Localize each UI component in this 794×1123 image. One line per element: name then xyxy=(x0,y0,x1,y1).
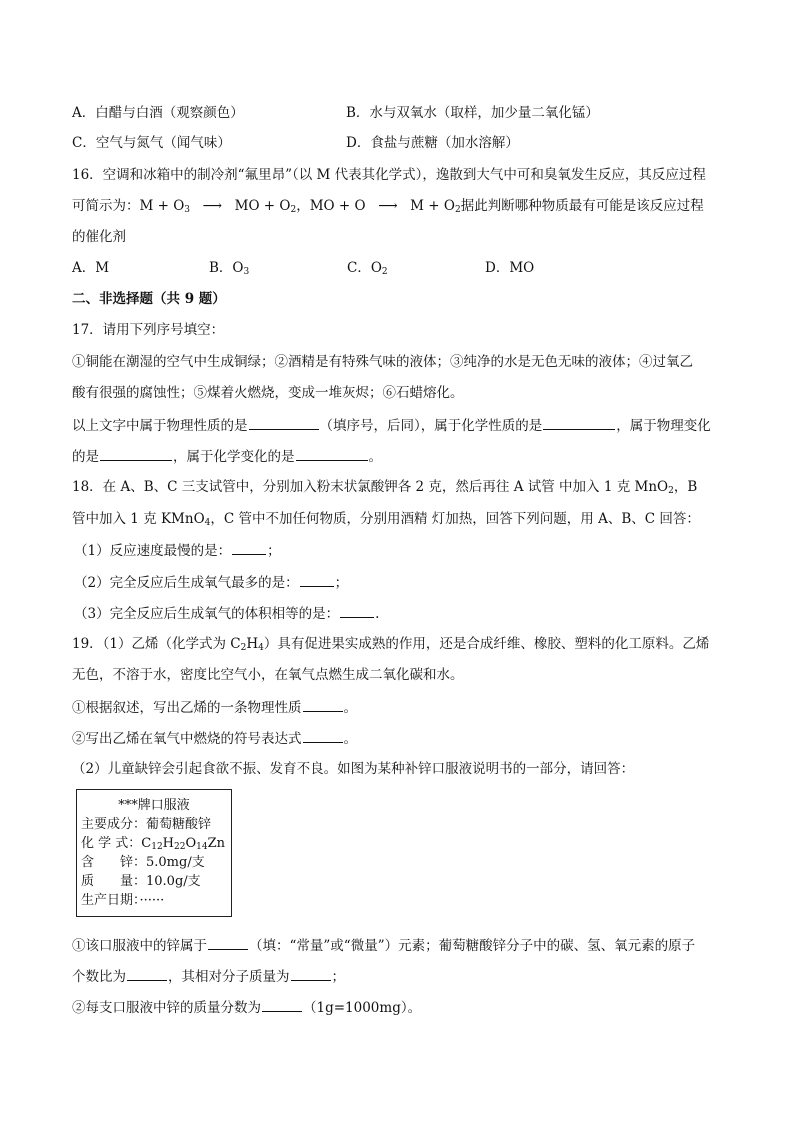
q18-part2: （2）完全反应后生成氧气最多的是： ； xyxy=(74,575,349,591)
q16-option-b: B．$O_3$ xyxy=(209,260,250,277)
label-ingredient: 主要成分：葡萄糖酸锌 xyxy=(81,817,212,832)
q19-stem-line1: 19．（1）乙烯（化学式为 $C_2H_4$）具有促进果实成熟的作用，还是合成纤维、橡胶、塑料的化工原料。乙烯 xyxy=(72,636,710,653)
answer-blank[interactable] xyxy=(543,416,615,430)
q19-stem-line2: 无色，不溶于水，密度比空气小，在氧气点燃生成二氧化碳和水。 xyxy=(72,667,464,683)
q19-answer2: ②每支口服液中锌的质量分数为 （1g=1000mg）。 xyxy=(72,1000,422,1016)
q17-fill-line1: 以上文字中属于物理性质的是 （填序号，后同），属于化学性质的是 ，属于物理变化 xyxy=(72,418,711,434)
q16-stem-line3: 的催化剂 xyxy=(72,229,126,245)
answer-blank[interactable] xyxy=(100,447,172,461)
q17-statements-line2: 酸有很强的腐蚀性；⑤煤着火燃烧，变成一堆灰烬；⑥石蜡熔化。 xyxy=(72,385,464,401)
q18-stem-line1: 18．在 A、B、C 三支试管中，分别加入粉末状氯酸钾各 2 克，然后再往 A 试管 中加入 1 克 MnO$_2$，B xyxy=(72,479,698,496)
reaction-arrow-icon: ⟶ xyxy=(202,198,222,214)
q16-stem-line2: 可简示为：$M + O_3$ ⟶ MO + $O_2$，MO + O ⟶ $M + O_2$据此判断哪种物质最有可能是该反应过程 xyxy=(72,198,704,215)
q17-fill-line2: 的是 ，属于化学变化的是 。 xyxy=(72,449,382,465)
q15-option-b: B．水与双氧水（取样，加少量二氧化锰） xyxy=(346,105,599,121)
label-formula: 化 学 式：$C_{12}H_{22}O_{14}Zn$ xyxy=(81,836,225,852)
answer-blank[interactable] xyxy=(300,573,334,587)
q18-stem-line2: 管中加入 1 克 KMnO$_4$，C 管中不加任何物质，分别用酒精 灯加热，回答下列问题，用 A、B、C 回答： xyxy=(72,511,700,528)
q19-sub2: ②写出乙烯在氧气中燃烧的符号表达式 。 xyxy=(72,731,357,747)
q19-part2-stem: （2）儿童缺锌会引起食欲不振、发育不良。如图为某种补锌口服液说明书的一部分，请回答： xyxy=(72,761,635,777)
medicine-label-box xyxy=(76,789,232,917)
q17-statements-line1: ①铜能在潮湿的空气中生成铜绿；②酒精是有特殊气味的液体；③纯净的水是无色无味的液体；④过氧乙 xyxy=(72,354,693,370)
answer-blank[interactable] xyxy=(291,967,331,981)
q16-option-a: A．M xyxy=(72,260,110,276)
answer-blank[interactable] xyxy=(303,698,343,712)
q19-answer1-line1: ①该口服液中的锌属于 （填：“常量”或“微量”）元素；葡萄糖酸锌分子中的碳、氢、氧元素的原子 xyxy=(72,938,696,954)
q19-answer1-line2: 个数比为 ，其相对分子质量为 ； xyxy=(72,969,345,985)
label-title: ***牌口服液 xyxy=(118,798,190,813)
answer-blank[interactable] xyxy=(296,447,368,461)
q16-option-c: C．$O_2$ xyxy=(347,260,388,277)
label-date: 生产日期：······ xyxy=(81,893,165,908)
q15-option-a: A．白醋与白酒（观察颜色） xyxy=(72,105,244,121)
section-heading: 二、非选择题（共 9 题） xyxy=(72,291,226,307)
answer-blank[interactable] xyxy=(249,416,319,430)
answer-blank[interactable] xyxy=(262,998,302,1012)
reaction-arrow-icon: ⟶ xyxy=(378,198,398,214)
q18-part1: （1）反应速度最慢的是： ； xyxy=(74,543,281,559)
answer-blank[interactable] xyxy=(232,541,266,555)
q19-sub1: ①根据叙述，写出乙烯的一条物理性质 。 xyxy=(72,700,357,716)
q17-stem: 17．请用下列序号填空： xyxy=(72,322,225,338)
q16-option-d: D．MO xyxy=(485,260,535,276)
q18-part3: （3）完全反应后生成氧气的体积相等的是： . xyxy=(74,606,380,622)
q15-option-c: C．空气与氮气（闻气味） xyxy=(72,135,231,151)
answer-blank[interactable] xyxy=(127,967,167,981)
answer-blank[interactable] xyxy=(208,936,248,950)
label-mass: 质 量：10.0g/支 xyxy=(81,874,201,889)
answer-blank[interactable] xyxy=(303,729,343,743)
q15-option-d: D．食盐与蔗糖（加水溶解） xyxy=(346,135,519,151)
label-zinc-content: 含 锌：5.0mg/支 xyxy=(81,855,205,870)
q16-stem-line1: 16．空调和冰箱中的制冷剂“氟里昂”（以 M 代表其化学式），逸散到大气中可和臭氧发生反应，其反应过程 xyxy=(72,167,706,183)
answer-blank[interactable] xyxy=(340,604,374,618)
